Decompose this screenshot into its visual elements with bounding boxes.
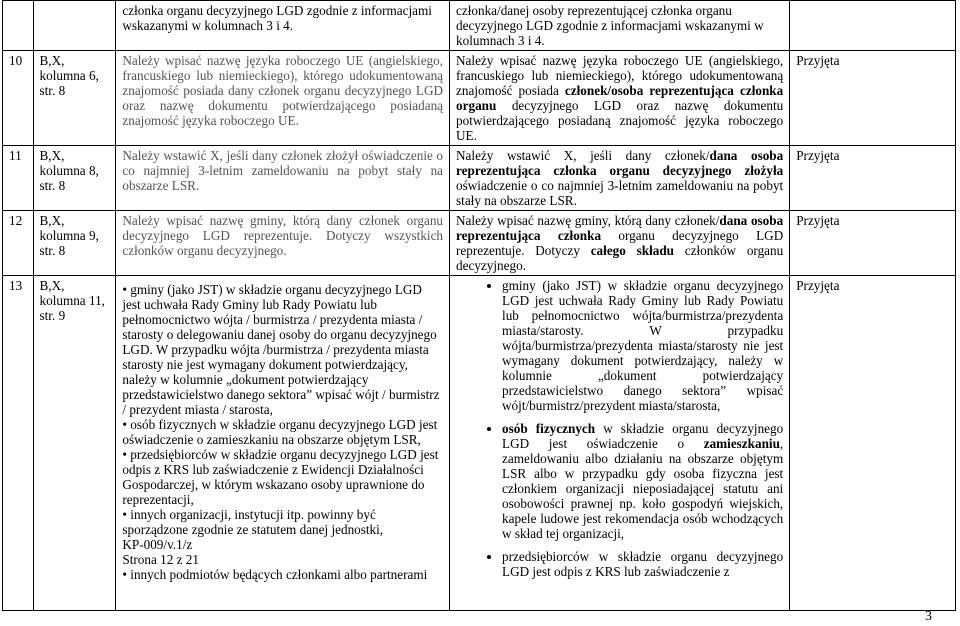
list-item-text: osób fizycznych w składzie organu decyzyjnego LGD jest oświadczenie o zamieszkaniu na obszarze objętym LSR,: [122, 417, 438, 447]
list-item: • gminy (jako JST) w składzie organu decyzyjnego LGD jest uchwała Rady Gminy lub Rady Powiatu lub pełnomocnictwo wójta/burmistrza/prezydenta miasta/starosty. W przypadku wójta/burmistrza/prezydenta miasta/starosty nie jest wymagany dokument potwierdzający, należy w kolumnie „dokument potwierdzający przedstawicielstwo danego sektora” wpisać wójt/burmistrz/prezydent miasta/starosta,: [502, 278, 783, 413]
cell-new: [450, 146, 790, 211]
cell-new: [450, 51, 790, 146]
list-item-text: innych organizacji, instytucji itp. powinny być sporządzone zgodnie ze statutem danej jednostki,: [122, 507, 384, 537]
cell-new: [450, 1, 790, 51]
cell-old: [116, 211, 450, 276]
cell-nr: 13: [3, 276, 34, 611]
cell-ref: B,X, kolumna 9, str. 8: [33, 211, 116, 276]
old-text: członka organu decyzyjnego LGD zgodnie z informacjami wskazanymi w kolumnach 3 i 4.: [122, 3, 432, 33]
cell-status: Przyjęta: [790, 276, 956, 611]
list-item: • przedsiębiorców w składzie organu decyzyjnego LGD jest odpis z KRS lub zaświadczenie z: [502, 549, 783, 579]
cell-old: [116, 276, 450, 611]
cell-nr: 11: [3, 146, 34, 211]
new-text-part: oświadczenie o co najmniej 3-letnim zameldowaniu na pobyt stały na obszarze LSR.: [456, 178, 784, 208]
old-text: Należy wpisać nazwę gminy, którą dany członek organu decyzyjnego LGD reprezentuje. Dotyczy wszystkich członków organu decyzyjnego.: [122, 213, 444, 258]
list-item-text: przedsiębiorców w składzie organu decyzyjnego LGD jest odpis z KRS lub zaświadczenie z Ewidencji Działalności Gospodarczej, w którym wskazano osoby uprawnione do reprezentacji,: [122, 447, 439, 507]
cell-nr: [3, 1, 34, 51]
cell-old: [116, 1, 450, 51]
table-row: [3, 51, 956, 146]
document-table: [2, 0, 956, 611]
new-bullet-list: [456, 278, 783, 579]
cell-status: Przyjęta: [790, 146, 956, 211]
cell-ref: B,X, kolumna 8, str. 8: [33, 146, 116, 211]
new-text: [456, 53, 783, 143]
new-text-part: członków organu decyzyjnego.: [456, 243, 784, 273]
new-text-part: decyzyjnego LGD oraz nazwę dokumentu potwierdzającego posiadaną znajomość języka roboczego UE.: [456, 98, 784, 143]
table-row: [3, 1, 956, 51]
new-text-part: organu decyzyjnego LGD reprezentuje. Dotyczy: [456, 228, 784, 258]
list-item-text: , zameldowaniu albo działaniu na obszarze objętym LSR albo w przypadku gdy osoba fizyczna jest członkiem organizacji nieposiadającej statutu ani osobowości prawnej np. koło gospodyń wiejskich, kapele ludowe jest rekomendacja osób wchodzących w skład tej organizacji,: [502, 436, 784, 541]
new-text: [456, 148, 783, 208]
list-item: • przedsiębiorców w składzie organu decyzyjnego LGD jest odpis z KRS lub zaświadczenie z Ewidencji Działalności Gospodarczej, w którym wskazano osoby uprawnione do reprezentacji,: [122, 447, 439, 507]
list-item-bold: zamieszkaniu: [703, 436, 780, 451]
cell-ref: [33, 1, 116, 51]
table-row: [3, 211, 956, 276]
list-item: • gminy (jako JST) w składzie organu decyzyjnego LGD jest uchwała Rady Gminy lub Rady Powiatu lub pełnomocnictwo wójta / burmistrza / prezydenta miasta / starosty o delegowaniu danej osoby do organu decyzyjnego LGD. W przypadku wójta /burmistrza / prezydenta miasta starosty nie jest wymagany dokument potwierdzający, należy w kolumnie „dokument potwierdzający przedstawicielstwo danego sektora” wpisać wójt / burmistrz / prezydent miasta / starosta,: [122, 282, 440, 417]
cell-new: [450, 276, 790, 611]
cell-ref: B,X, kolumna 11, str. 9: [33, 276, 116, 611]
cell-status: Przyjęta: [790, 51, 956, 146]
new-text-bold: dana osoba reprezentująca członka: [456, 213, 784, 243]
cell-ref: B,X, kolumna 6, str. 8: [33, 51, 116, 146]
new-text-bold: całego składu: [590, 243, 675, 258]
new-text-bold: dana osoba reprezentująca członka organu decyzyjnego złożyła: [456, 148, 784, 178]
new-text-part: Należy wstawić X, jeśli dany członek/: [456, 148, 710, 163]
old-bullet-list: [122, 282, 443, 537]
cell-new: [450, 211, 790, 276]
list-item-bold: osób fizycznych: [502, 421, 596, 436]
list-item: • innych podmiotów będących członkami albo partnerami: [122, 567, 428, 582]
cell-old: [116, 51, 450, 146]
cell-status: [790, 1, 956, 51]
table-row: [3, 276, 956, 611]
table-row: [3, 146, 956, 211]
list-item: • osób fizycznych w składzie organu decyzyjnego LGD jest oświadczenie o zamieszkaniu na obszarze objętym LSR,: [122, 417, 438, 447]
list-item-text: w składzie organu decyzyjnego LGD jest oświadczenie o: [502, 421, 784, 451]
new-text: [456, 213, 783, 273]
footer-code: KP-009/v.1/z: [122, 537, 193, 552]
new-text-part: Należy wpisać nazwę gminy, którą dany członek/: [456, 213, 720, 228]
list-item: [502, 421, 783, 541]
list-item: • innych organizacji, instytucji itp. powinny być sporządzone zgodnie ze statutem danej jednostki,: [122, 507, 384, 537]
page-number: 3: [925, 609, 932, 624]
old-text: Należy wstawić X, jeśli dany członek złożył oświadczenie o co najmniej 3-letnim zameldowaniu na pobyt stały na obszarze LSR.: [122, 148, 444, 193]
cell-nr: 12: [3, 211, 34, 276]
cell-old: [116, 146, 450, 211]
list-item-text: innych podmiotów będących członkami albo partnerami: [130, 567, 428, 582]
list-item-text: gminy (jako JST) w składzie organu decyzyjnego LGD jest uchwała Rady Gminy lub Rady Powiatu lub pełnomocnictwo wójta / burmistrza / prezydenta miasta / starosty o delegowaniu danej osoby do organu decyzyjnego LGD. W przypadku wójta /burmistrza / prezydenta miasta starosty nie jest wymagany dokument potwierdzający, należy w kolumnie „dokument potwierdzający przedstawicielstwo danego sektora” wpisać wójt / burmistrz / prezydent miasta / starosta,: [122, 282, 440, 417]
footer-page: Strona 12 z 21: [122, 552, 199, 567]
cell-nr: 10: [3, 51, 34, 146]
new-text: członka/danej osoby reprezentującej członka organu decyzyjnego LGD zgodnie z informacjami wskazanymi w kolumnach 3 i 4.: [456, 3, 764, 48]
new-text-bold: członek/osoba reprezentująca członka organu: [456, 83, 784, 113]
cell-status: Przyjęta: [790, 211, 956, 276]
new-text-part: Należy wpisać nazwę języka roboczego UE (angielskiego, francuskiego lub niemieckiego), którego udokumentowaną znajomość posiada: [456, 53, 784, 98]
old-text: Należy wpisać nazwę języka roboczego UE (angielskiego, francuskiego lub niemieckiego), którego udokumentowaną znajomość posiada dany członek organu decyzyjnego LGD oraz nazwę dokumentu potwierdzającego posiadaną znajomość języka roboczego UE.: [122, 53, 444, 128]
